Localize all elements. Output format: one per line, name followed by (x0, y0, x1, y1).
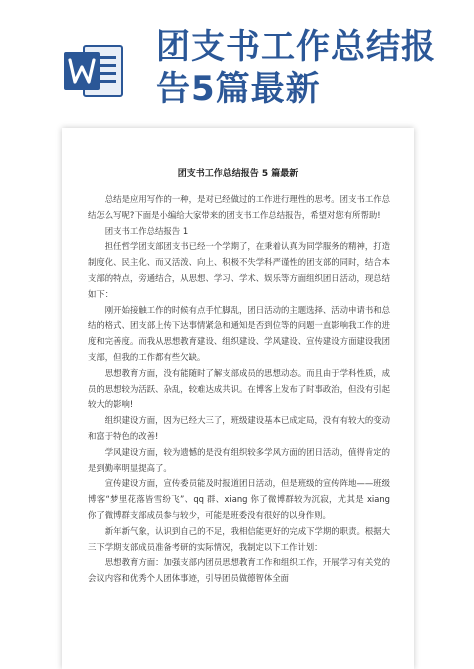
document-body (88, 192, 390, 587)
document-title: 团支书工作总结报告 5 篇最新 (177, 169, 299, 179)
paragraph: 担任哲学团支部团支书已经一个学期了，在秉着认真为同学服务的精神，打造制度化、民主化、而又活泼、向上、积极不失学科严谨性的团支部的同时，结合本支部的特点，旁通结合，从思想、学习、学术、娱乐等方面组织团日活动，现总结如下： (88, 241, 390, 299)
section-heading: 团支书工作总结报告 1 (104, 225, 189, 236)
banner-title: 团支书工作总结报告5篇最新 (156, 27, 436, 109)
paragraph: 组织建设方面，因为已经大三了，班级建设基本已成定局，没有有较大的变动和富于特色的改善! (88, 415, 390, 441)
paragraph: 思想教育方面，没有能随时了解支部成员的思想动态。而且由于学科性质，成员的思想较为活跃、杂乱，较难达成共识。在博客上发布了时事政治，但没有引起较大的影响! (88, 367, 390, 410)
paragraph: 宣传建设方面，宣传委员能及时报道团日活动，但是班级的宣传阵地——班级博客“梦里花落皆雪纷飞”、qq 群、xiang 你了微博群较为沉寂，尤其是 xiang 你了微博群支部成员参与较少，可能是班委没有很好的以身作则。 (88, 478, 390, 520)
banner (0, 0, 474, 130)
paragraph: 刚开始接触工作的时候有点手忙脚乱，团日活动的主题选择、活动申请书和总结的格式、团支部上传下达事情紧急和通知是否到位等的问题一直影响我工作的进度和完善度。而我从思想教育建设、组织建设、学风建设、宣传建设方面建设我团支部，但我的工作都有些欠缺。 (88, 304, 390, 362)
paragraph: 学风建设方面，较为遗憾的是没有组织较多学风方面的团日活动，值得肯定的是到勤率明显提高了。 (88, 446, 390, 473)
paragraph: 新年新气象，认识到自己的不足，我相信能更好的完成下学期的职责。根据大三下学期支部成员准备考研的实际情况，我制定以下工作计划： (88, 525, 390, 552)
word-icon (62, 40, 124, 102)
paragraph: 总结是应用写作的一种，是对已经做过的工作进行理性的思考。团支书工作总结怎么写呢?下面是小编给大家带来的团支书工作总结报告，希望对您有所帮助! (88, 194, 390, 220)
document-page (62, 128, 414, 669)
paragraph: 思想教育方面：加强支部内团员思想教育工作和组织工作，开展学习有关党的会议内容和优秀个人团体事迹，引导团员做德智体全面 (88, 557, 390, 584)
